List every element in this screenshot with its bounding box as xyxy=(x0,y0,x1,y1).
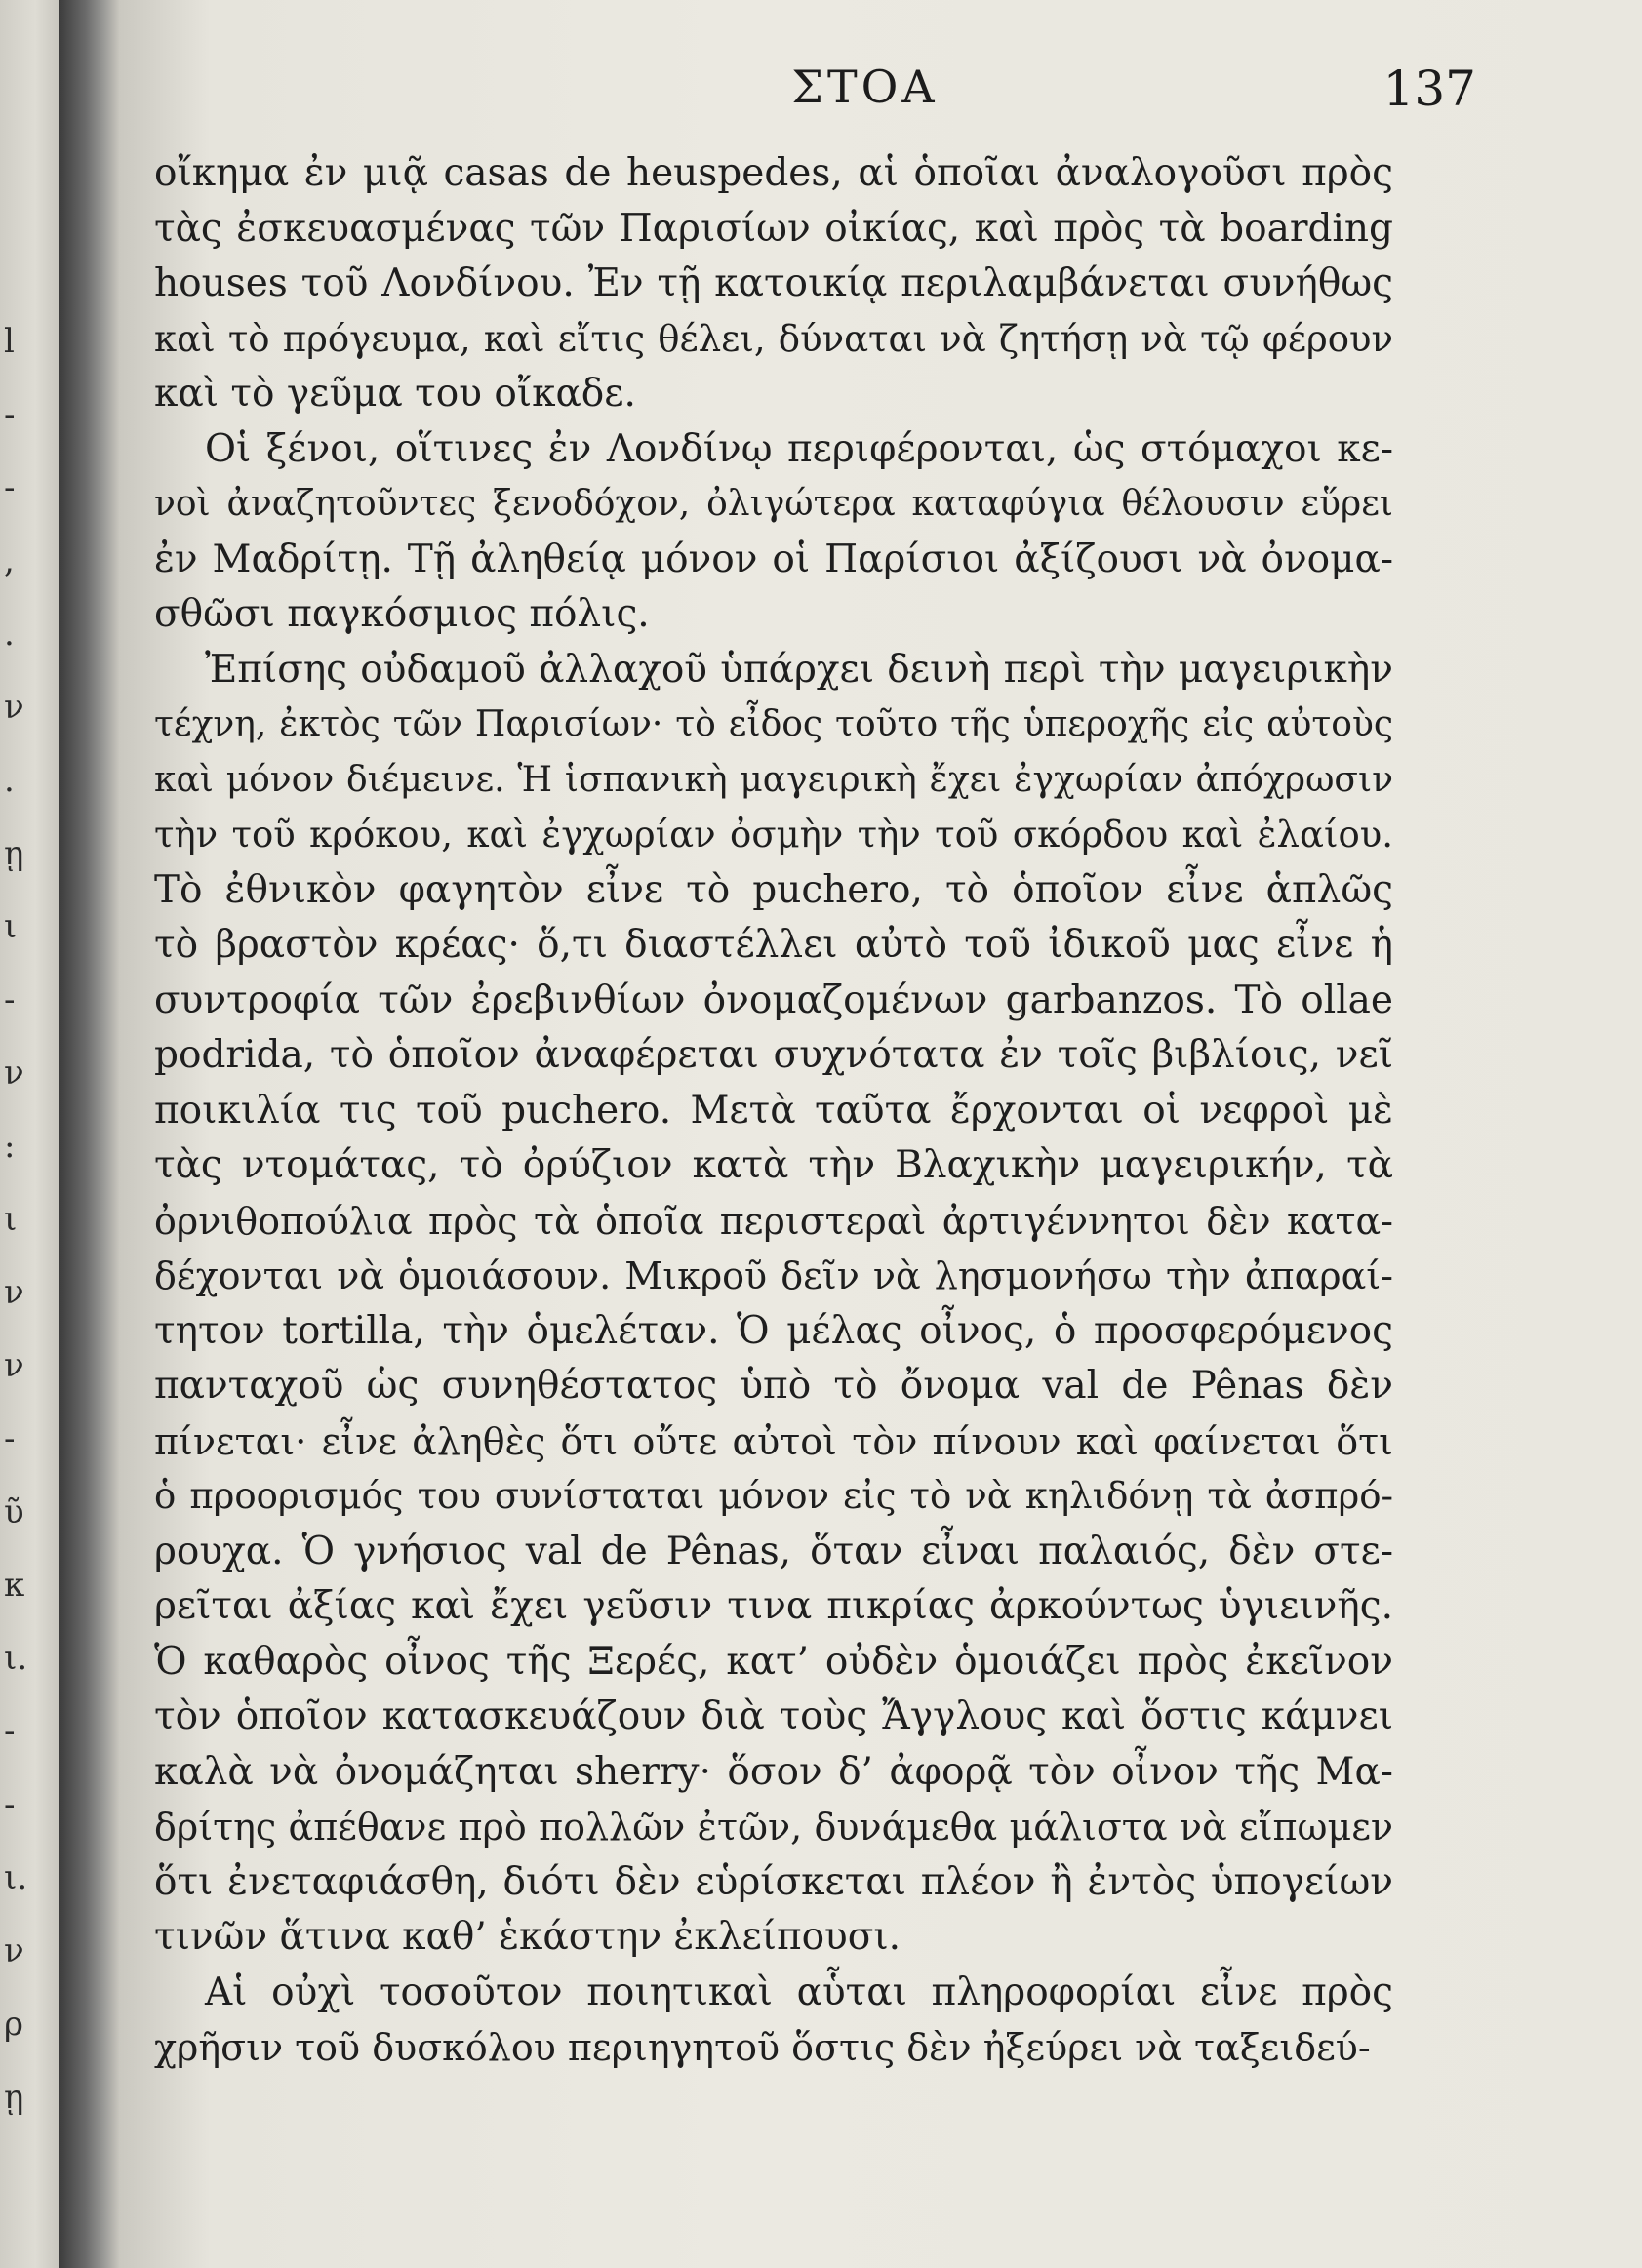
facing-page-glyph: - xyxy=(4,395,16,434)
text-line: νοὶ ἀναζητοῦντες ξενοδόχον, ὀλιγώτερα καταφύγια θέλουσιν εὕρει xyxy=(154,484,1393,524)
facing-page-glyph: . xyxy=(4,615,15,654)
text-line: καὶ μόνον διέμεινε. Ἡ ἱσπανικὴ μαγειρικὴ ἔχει ἐγχωρίαν ἀπόχρωσιν xyxy=(154,759,1393,800)
text-line: houses τοῦ Λονδίνου. Ἐν τῇ κατοικίᾳ περιλαμβάνεται συνήθως xyxy=(154,261,1393,305)
text-line: Οἱ ξένοι, οἵτινες ἐν Λονδίνῳ περιφέρονται, ὡς στόμαχοι κε- xyxy=(205,426,1393,471)
facing-page-glyph: - xyxy=(4,980,16,1019)
text-line: ρεῖται ἀξίας καὶ ἔχει γεῦσιν τινα πικρίας ἀρκούντως ὑγιεινῆς. xyxy=(154,1584,1393,1628)
facing-page-glyph: ῃ xyxy=(4,834,24,873)
facing-page-glyph: ν xyxy=(4,1346,24,1385)
facing-page-glyph: l xyxy=(4,322,15,361)
body-text xyxy=(154,146,1393,2076)
facing-page-glyph: ρ xyxy=(4,2005,23,2044)
facing-page-glyph: - xyxy=(4,1419,16,1458)
facing-page-glyph: - xyxy=(4,468,16,507)
facing-page-glyph: ῃ xyxy=(4,2078,24,2117)
text-line: τινῶν ἅτινα καθ’ ἑκάστην ἐκλείπουσι. xyxy=(154,1915,901,1959)
text-line: πίνεται· εἶνε ἀληθὲς ὅτι οὔτε αὐτοὶ τὸν πίνουν καὶ φαίνεται ὅτι xyxy=(154,1419,1393,1463)
facing-page-glyph: κ xyxy=(4,1566,25,1605)
text-line: ρουχα. Ὁ γνήσιος val de Pênas, ὅταν εἶναι παλαιός, δὲν στε- xyxy=(154,1529,1393,1573)
running-title: ΣΤΟΑ xyxy=(791,60,939,113)
facing-page-glyph: . xyxy=(4,761,15,800)
text-line: τέχνη, ἐκτὸς τῶν Παρισίων· τὸ εἶδος τοῦτο τῆς ὑπεροχῆς εἰς αὐτοὺς xyxy=(154,704,1393,744)
facing-page-glyph: ν xyxy=(4,1054,24,1093)
text-line: τὸν ὁποῖον κατασκευάζουν διὰ τοὺς Ἄγγλους καὶ ὅστις κάμνει xyxy=(154,1694,1393,1738)
text-line: δέχονται νὰ ὁμοιάσουν. Μικροῦ δεῖν νὰ λησμονήσω τὴν ἀπαραί- xyxy=(154,1254,1393,1297)
text-line: ἐν Μαδρίτῃ. Τῇ ἀληθείᾳ μόνον οἱ Παρίσιοι ἀξίζουσι νὰ ὀνομα- xyxy=(154,537,1393,581)
text-line: ὀρνιθοπούλια πρὸς τὰ ὁποῖα περιστεραὶ ἀρτιγέννητοι δὲν κατα- xyxy=(154,1199,1393,1243)
facing-page-glyph: - xyxy=(4,1712,16,1751)
text-line: τὴν τοῦ κρόκου, καὶ ἐγχωρίαν ὀσμὴν τὴν τοῦ σκόρδου καὶ ἐλαίου. xyxy=(154,814,1393,855)
facing-page-glyph: ῦ xyxy=(4,1492,24,1532)
facing-page-glyph: ν xyxy=(4,1273,24,1312)
text-line: τὸ βραστὸν κρέας· ὅ,τι διαστέλλει αὐτὸ τοῦ ἰδικοῦ μας εἶνε ἡ xyxy=(154,923,1393,967)
text-line: τητον tortilla, τὴν ὁμελέταν. Ὁ μέλας οἶνος, ὁ προσφερόμενος xyxy=(154,1308,1393,1353)
text-line: ὅτι ἐνεταφιάσθη, διότι δὲν εὑρίσκεται πλέον ἢ ἐντὸς ὑπογείων xyxy=(154,1859,1393,1904)
facing-page-glyph: ν xyxy=(4,1931,24,1970)
text-line: καλὰ νὰ ὀνομάζηται sherry· ὅσον δ’ ἀφορᾷ τὸν οἶνον τῆς Μα- xyxy=(154,1749,1393,1794)
text-line: πανταχοῦ ὡς συνηθέστατος ὑπὸ τὸ ὄνομα val de Pênas δὲν xyxy=(154,1364,1393,1408)
text-line: ποικιλία τις τοῦ puchero. Μετὰ ταῦτα ἔρχονται οἱ νεφροὶ μὲ xyxy=(154,1088,1393,1133)
facing-page-glyph: - xyxy=(4,1785,16,1824)
text-line: καὶ τὸ γεῦμα του οἴκαδε. xyxy=(154,372,636,416)
page-number: 137 xyxy=(1382,60,1476,117)
text-line: Τὸ ἐθνικὸν φαγητὸν εἶνε τὸ puchero, τὸ ὁποῖον εἶνε ἁπλῶς xyxy=(154,867,1393,912)
facing-page-glyph: ν xyxy=(4,688,24,727)
text-line: σθῶσι παγκόσμιος πόλις. xyxy=(154,592,650,636)
page-header xyxy=(146,60,1583,129)
facing-page-glyph: , xyxy=(4,541,15,580)
text-line: οἴκημα ἐν μιᾷ casas de heuspedes, αἱ ὁποῖαι ἀναλογοῦσι πρὸς xyxy=(154,151,1393,195)
text-line: καὶ τὸ πρόγευμα, καὶ εἴτις θέλει, δύναται νὰ ζητήσῃ νὰ τῷ φέρουν xyxy=(154,317,1393,360)
facing-page-glyph: ι. xyxy=(4,1639,28,1678)
text-line: ὁ προορισμός του συνίσταται μόνον εἰς τὸ νὰ κηλιδόνῃ τὰ ἀσπρό- xyxy=(154,1475,1393,1517)
facing-page-glyph: : xyxy=(4,1127,16,1166)
text-line: χρῆσιν τοῦ δυσκόλου περιηγητοῦ ὅστις δὲν ἠξεύρει νὰ ταξειδεύ- xyxy=(154,2026,1371,2069)
text-line: τὰς ντομάτας, τὸ ὀρύζιον κατὰ τὴν Βλαχικὴν μαγειρικήν, τὰ xyxy=(154,1143,1393,1187)
facing-page-edge xyxy=(0,0,59,2268)
text-line: podrida, τὸ ὁποῖον ἀναφέρεται συχνότατα ἐν τοῖς βιβλίοις, νεῖ xyxy=(154,1033,1393,1077)
text-line: τὰς ἐσκευασμένας τῶν Παρισίων οἰκίας, καὶ πρὸς τὰ boarding xyxy=(154,206,1393,251)
text-line: Αἱ οὐχὶ τοσοῦτον ποιητικαὶ αὗται πληροφορίαι εἶνε πρὸς xyxy=(205,1970,1393,2014)
book-gutter xyxy=(59,0,119,2268)
text-line: Ἐπίσης οὐδαμοῦ ἀλλαχοῦ ὑπάρχει δεινὴ περὶ τὴν μαγειρικὴν xyxy=(205,647,1393,692)
text-line: Ὁ καθαρὸς οἶνος τῆς Ξερές, κατ’ οὐδὲν ὁμοιάζει πρὸς ἐκεῖνον xyxy=(154,1639,1393,1684)
text-line: συντροφία τῶν ἐρεβινθίων ὀνομαζομένων garbanzos. Τὸ ollae xyxy=(154,977,1393,1022)
facing-page-glyph: ι xyxy=(4,907,18,946)
text-line: δρίτης ἀπέθανε πρὸ πολλῶν ἐτῶν, δυνάμεθα μάλιστα νὰ εἴπωμεν xyxy=(154,1806,1393,1849)
facing-page-glyph: ι. xyxy=(4,1858,28,1897)
facing-page-glyph: ι xyxy=(4,1200,18,1239)
